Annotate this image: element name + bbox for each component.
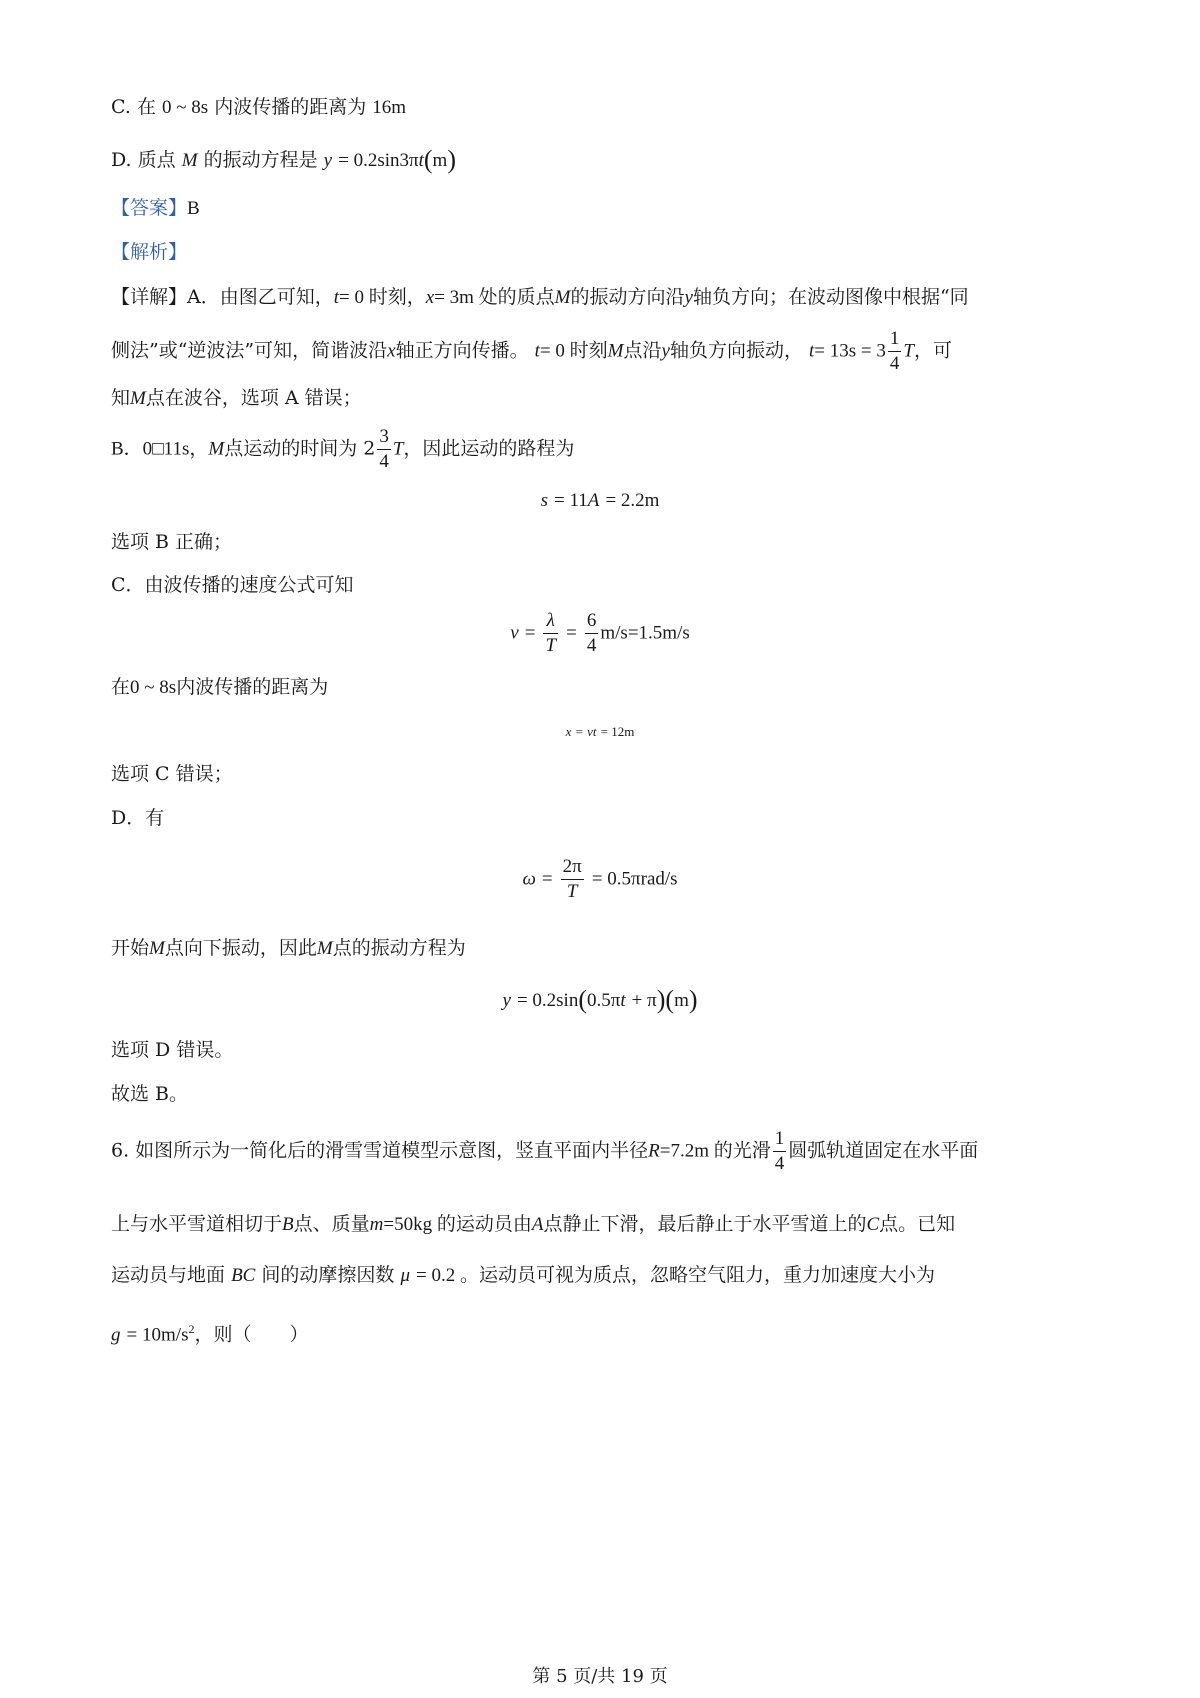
part-b-text: 11s， — [163, 438, 209, 460]
fraction-denominator: T — [545, 634, 557, 656]
part-c-distance — [111, 678, 328, 697]
part-b-text: B．0 — [111, 438, 153, 460]
var-omega: ω — [522, 868, 536, 890]
fraction-numerator: 3 — [377, 426, 391, 450]
fraction-denominator: 4 — [586, 634, 597, 656]
var-v: v — [587, 724, 593, 739]
equation-s — [0, 491, 1200, 510]
part-d-text: 开始 — [111, 937, 150, 959]
detail-text: = 13s = 3 — [814, 340, 886, 362]
part-d-text: 点的振动方程为 — [332, 937, 466, 959]
part-b-line — [111, 426, 574, 474]
var-t: t — [809, 340, 815, 362]
fraction-numerator: λ — [543, 610, 558, 634]
var-x: x — [387, 340, 396, 362]
equation-text: m/s=1.5m/s — [600, 622, 690, 644]
part-c-intro: C．由波传播的速度公式可知 — [111, 574, 354, 596]
var-C: C — [866, 1214, 880, 1235]
part-d-conclusion: 选项 D 错误。 — [111, 1039, 234, 1061]
var-T: T — [392, 438, 404, 460]
var-t: t — [620, 990, 626, 1011]
var-mu: μ — [400, 1265, 410, 1286]
fraction-denominator: T — [566, 880, 578, 902]
missing-glyph-box: □ — [152, 438, 164, 460]
fraction-1-4 — [773, 1128, 787, 1175]
equation-text: + π — [631, 990, 657, 1011]
fraction-2pi-T — [561, 856, 584, 903]
q6-text: 点静止下滑，最后静止于水平雪道上的 — [543, 1213, 867, 1235]
var-g: g — [111, 1324, 121, 1346]
equation-text: = 2.2m — [605, 490, 660, 511]
paren: ) — [688, 985, 698, 1014]
option-d-var-m: M — [181, 150, 198, 171]
q6-text: = 0.2 。运动员可视为质点，忽略空气阻力，重力加速度大小为 — [416, 1265, 936, 1286]
fraction-denominator: 4 — [774, 1152, 785, 1174]
part-c-text: 内波传播的距离为 — [176, 676, 329, 698]
var-B: B — [282, 1214, 294, 1235]
part-d-intro: D．有 — [111, 807, 165, 829]
part-b-text: 点运动的时间为 2 — [224, 437, 376, 460]
option-d-paren-close: ) — [447, 145, 456, 174]
part-b-text: ，因此运动的路程为 — [403, 437, 575, 460]
var-A: A — [587, 490, 600, 511]
q6-text: 上与水平雪道相切于 — [111, 1213, 283, 1235]
detail-line-3 — [111, 389, 362, 408]
q6-text: 圆弧轨道固定在水平面 — [788, 1139, 979, 1162]
unit-m: m — [674, 990, 689, 1011]
equation-text: = 0.5πrad/s — [591, 868, 678, 890]
option-d-eq: = 0.2sin3π — [338, 150, 419, 171]
fraction-denominator: 4 — [379, 450, 389, 472]
page-footer: 第 5 页/共 19 页 — [532, 1666, 668, 1687]
var-t: t — [333, 287, 340, 308]
option-c-prefix: C. 在 — [111, 96, 156, 118]
option-d — [111, 147, 456, 173]
var-t: t — [534, 340, 540, 362]
detail-line-1 — [111, 288, 969, 307]
q6-text: 间的动摩擦因数 — [261, 1264, 395, 1286]
option-d-paren-open: ( — [423, 145, 433, 174]
q6-text: ，则（ ） — [194, 1323, 309, 1346]
equation-omega — [0, 856, 1200, 908]
equals-sign: = — [575, 724, 583, 739]
var-y: y — [684, 287, 693, 308]
q6-text: = 10m/s — [126, 1324, 189, 1346]
detail-text: ，可 — [913, 339, 952, 362]
option-d-t: t — [418, 150, 424, 171]
equation-text: = 12m — [600, 724, 635, 739]
equals-sign: = — [524, 622, 536, 644]
var-m: M — [130, 388, 146, 409]
var-BC: BC — [231, 1265, 256, 1286]
option-c-value: 16m — [372, 97, 407, 118]
part-c-conclusion: 选项 C 错误； — [111, 763, 233, 785]
var-m: M — [316, 938, 333, 959]
fraction-3-4 — [377, 426, 391, 473]
q6-text: 点、质量 — [293, 1213, 370, 1235]
var-s: s — [540, 490, 548, 511]
equation-v — [0, 610, 1200, 662]
part-d-desc — [111, 939, 466, 958]
fraction-6-4 — [585, 610, 599, 657]
var-y: y — [661, 340, 670, 362]
part-d-text: 点向下振动，因此 — [164, 937, 317, 959]
q6-line-3 — [111, 1266, 935, 1285]
detail-text: 【详解】A．由图乙可知， — [111, 286, 334, 308]
superscript: 2 — [188, 1322, 195, 1336]
answer-value: B — [187, 198, 200, 219]
equation-x-small — [0, 725, 1200, 739]
var-m: M — [554, 287, 571, 308]
fraction-numerator: 1 — [888, 328, 902, 352]
option-d-prefix: D. 质点 — [111, 149, 176, 171]
detail-text: 侧法”或“逆波法”可知，简谐波沿 — [111, 339, 388, 362]
paren: ( — [578, 985, 587, 1014]
option-c-expr: 0 ~ 8s — [162, 97, 209, 118]
detail-text: = 0 时刻， — [339, 287, 426, 308]
q6-line-4 — [111, 1323, 308, 1344]
detail-text: 点在波谷，选项 A 错误； — [145, 387, 362, 409]
paren: ( — [665, 985, 675, 1014]
var-A: A — [531, 1214, 544, 1235]
answer-tag: 【答案】 — [111, 197, 188, 219]
paren: ) — [656, 985, 666, 1014]
fraction-denominator: 4 — [889, 352, 900, 374]
option-d-unit: m — [432, 150, 448, 171]
option-c-suffix: 内波传播的距离为 — [214, 96, 367, 118]
detail-text: 的振动方向沿 — [570, 286, 685, 308]
q6-line-1 — [111, 1128, 978, 1176]
answer-line — [111, 199, 200, 218]
option-d-y: y — [323, 150, 333, 171]
equation-y — [0, 987, 1200, 1013]
part-b-conclusion: 选项 B 正确； — [111, 531, 233, 553]
var-m: M — [208, 438, 225, 460]
var-m: M — [607, 340, 624, 362]
q6-text: 点。已知 — [879, 1213, 956, 1235]
fraction-numerator: 6 — [585, 610, 599, 634]
final-answer: 故选 B。 — [111, 1083, 189, 1105]
equals-sign: = — [541, 868, 553, 890]
equation-text: 0.5π — [587, 990, 621, 1011]
option-c — [111, 98, 406, 117]
q6-text: =7.2m 的光滑 — [659, 1140, 771, 1162]
var-m: M — [149, 938, 165, 959]
fraction-numerator: 1 — [773, 1128, 787, 1152]
equation-text: = 11 — [554, 490, 588, 511]
fraction-1-4 — [888, 328, 902, 375]
var-x: x — [425, 287, 435, 308]
detail-text: = 0 时刻 — [539, 340, 608, 362]
var-T: T — [903, 340, 914, 362]
option-d-mid: 的振动方程是 — [203, 149, 318, 171]
q6-text: 6. 如图所示为一简化后的滑雪雪道模型示意图，竖直平面内半径 — [111, 1139, 649, 1162]
var-y: y — [502, 990, 511, 1011]
detail-text: = 3m 处的质点 — [434, 287, 555, 308]
part-c-text: 在 — [111, 676, 131, 698]
q6-text: =50kg 的运动员由 — [383, 1214, 532, 1235]
equals-sign: = — [566, 622, 577, 644]
var-m-mass: m — [369, 1214, 384, 1235]
detail-text: 轴正方向传播。 — [395, 339, 529, 362]
var-t: t — [592, 724, 597, 739]
detail-line-2 — [111, 328, 952, 374]
fraction-numerator: 2π — [561, 856, 584, 880]
detail-text: 轴负方向振动， — [669, 339, 803, 362]
part-c-expr: 0 ~ 8s — [130, 677, 177, 698]
equation-text: = 0.2sin — [516, 990, 579, 1011]
q6-text: 运动员与地面 — [111, 1264, 226, 1286]
detail-text: 轴负方向；在波动图像中根据“同 — [692, 286, 969, 308]
analysis-tag: 【解析】 — [111, 241, 188, 263]
q6-line-2 — [111, 1215, 955, 1234]
var-R: R — [648, 1140, 660, 1162]
detail-text: 点沿 — [623, 339, 662, 362]
detail-text: 知 — [111, 387, 131, 409]
analysis-line — [111, 243, 187, 262]
fraction-lambda-T — [543, 610, 558, 657]
var-v: v — [510, 622, 519, 644]
var-x: x — [565, 724, 572, 739]
